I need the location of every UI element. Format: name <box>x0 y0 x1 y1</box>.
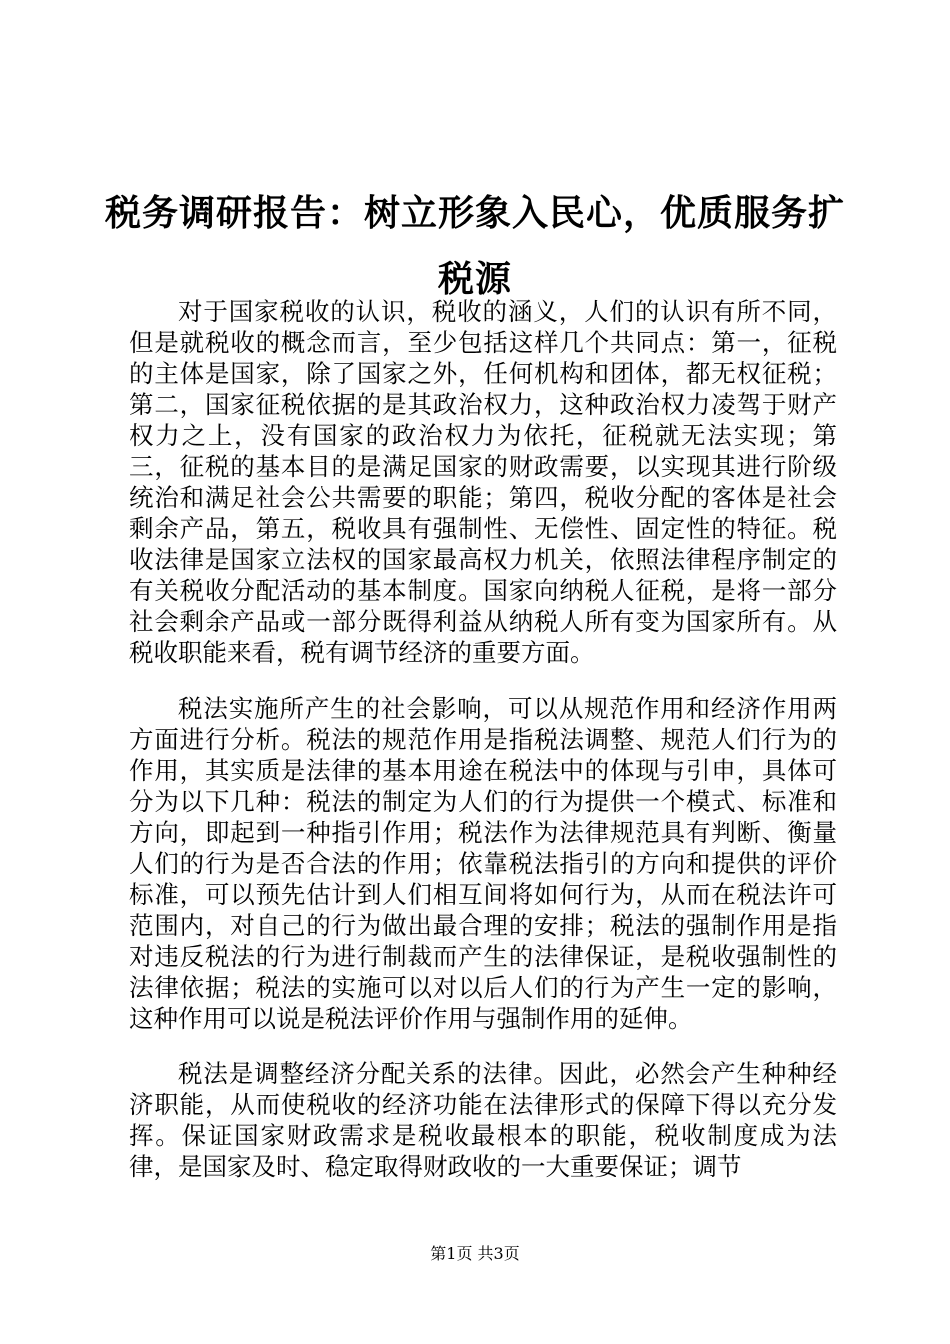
page-number-footer: 第1页 共3页 <box>430 1244 520 1263</box>
body-paragraph-1: 对于国家税收的认识，税收的涵义，人们的认识有所不同，但是就税收的概念而言，至少包括这样几个共同点：第一，征税的主体是国家，除了国家之外，任何机构和团体，都无权征税；第二，国家征税依据的是其政治权力，这种政治权力凌驾于财产权力之上，没有国家的政治权力为依托，征税就无法实现；第三，征税的基本目的是满足国家的财政需要，以实现其进行阶级统治和满足社会公共需要的职能；第四，税收分配的客体是社会剩余产品，第五，税收具有强制性、无偿性、固定性的特征。税收法律是国家立法权的国家最高权力机关，依照法律程序制定的有关税收分配活动的基本制度。国家向纳税人征税，是将一部分社会剩余产品或一部分既得利益从纳税人所有变为国家所有。从税收职能来看，税有调节经济的重要方面。 <box>129 297 837 667</box>
body-paragraph-3: 税法是调整经济分配关系的法律。因此，必然会产生种种经济职能，从而使税收的经济功能在法律形式的保障下得以充分发挥。保证国家财政需求是税收最根本的职能，税收制度成为法律，是国家及时、稳定取得财政收的一大重要保证；调节 <box>129 1059 837 1181</box>
document-title: 税务调研报告：树立形象入民心，优质服务扩税源 <box>104 192 845 300</box>
body-paragraph-2: 税法实施所产生的社会影响，可以从规范作用和经济作用两方面进行分析。税法的规范作用是指税法调整、规范人们行为的作用，其实质是法律的基本用途在税法中的体现与引申，具体可分为以下几种：税法的制定为人们的行为提供一个模式、标准和方向，即起到一种指引作用；税法作为法律规范具有判断、衡量人们的行为是否合法的作用；依靠税法指引的方向和提供的评价标准，可以预先估计到人们相互间将如何行为，从而在税法许可范围内，对自己的行为做出最合理的安排；税法的强制作用是指对违反税法的行为进行制裁而产生的法律保证，是税收强制性的法律依据；税法的实施可以对以后人们的行为产生一定的影响，这种作用可以说是税法评价作用与强制作用的延伸。 <box>129 694 837 1033</box>
